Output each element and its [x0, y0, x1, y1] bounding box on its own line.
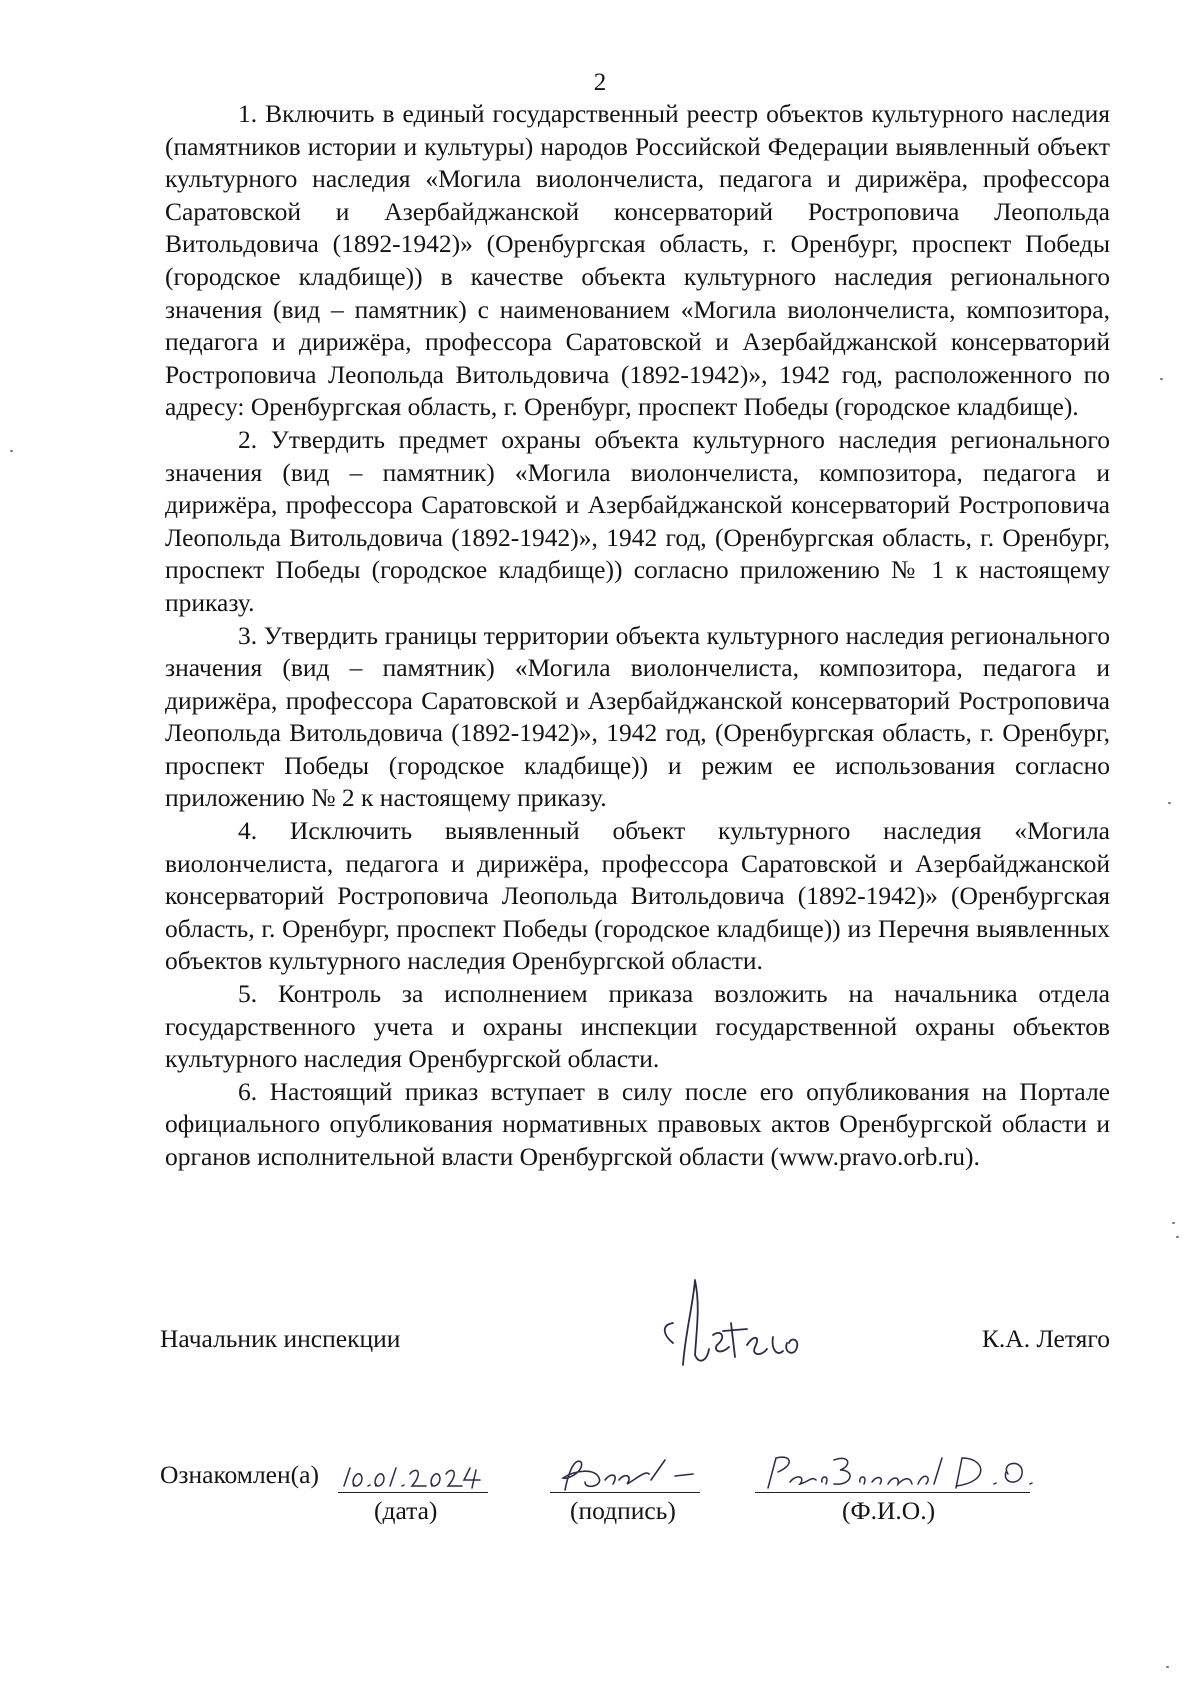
scan-speck [1176, 1236, 1179, 1238]
handwritten-date [340, 1462, 485, 1492]
signature-line [550, 1492, 700, 1493]
paragraph-3: 3. Утвердить границы территории объекта культурного наследия регионального значения (вид – памятник) «Могила виолончелиста, композитора, педагога и дирижёра, профессора Саратовской и Азербайджанской консерваторий Ростроповича Леопольда Витольдовича (1892-1942)», 1942 год, (Оренбургская область, г. Оренбург, проспект Победы (городское кладбище)) и режим ее использования согласно приложению № 2 к настоящему приказу. [165, 620, 1110, 813]
document-body [165, 98, 1110, 1174]
scan-speck [1172, 1222, 1175, 1224]
paragraph-4: 4. Исключить выявленный объект культурного наследия «Могила виолончелиста, педагога и дирижёра, профессора Саратовской и Азербайджанской консерваторий Ростроповича Леопольда Витольдовича (1892-1942)» (Оренбургская область, г. Оренбург, проспект Победы (городское кладбище)) из Перечня выявленных объектов культурного наследия Оренбургской области. [165, 816, 1110, 976]
acknowledgement-label: Ознакомлен(а) [160, 1460, 319, 1489]
paragraph-1: 1. Включить в единый государственный реестр объектов культурного наследия (памятников истории и культуры) народов Российской Федерации выявленный объект культурного наследия «Могила виолончелиста, педагога и дирижёра, профессора Саратовской и Азербайджанской консерваторий Ростроповича Леопольда Витольдовича (1892-1942)» (Оренбургская область, г. Оренбург, проспект Победы (городское кладбище)) в качестве объекта культурного наследия регионального значения (вид – памятник) с наименованием «Могила виолончелиста, композитора, педагога и дирижёра, профессора Саратовской и Азербайджанской консерваторий Ростроповича Леопольда Витольдовича (1892-1942)», 1942 год, расположенного по адресу: Оренбургская область, г. Оренбург, проспект Победы (городское кладбище). [165, 99, 1110, 422]
paragraph-6: 6. Настоящий приказ вступает в силу после его опубликования на Портале официального опубликования нормативных правовых актов Оренбургской области и органов исполнительной власти Оренбургской области (www.pravo.orb.ru). [165, 1076, 1110, 1171]
caption-signature: (подпись) [570, 1496, 676, 1525]
acknowledgement-block [160, 1440, 1110, 1530]
handwritten-signature [655, 1265, 835, 1375]
acknowledgement-signature [555, 1450, 705, 1495]
paragraph-2: 2. Утвердить предмет охраны объекта культурного наследия регионального значения (вид – памятник) «Могила виолончелиста, композитора, педагога и дирижёра, профессора Саратовской и Азербайджанской консерваторий Ростроповича Леопольда Витольдовича (1892-1942)», 1942 год, (Оренбургская область, г. Оренбург, проспект Победы (городское кладбище)) согласно приложению № 1 к настоящему приказу. [165, 424, 1110, 617]
scan-speck [10, 450, 13, 452]
handwritten-fio [760, 1448, 1050, 1493]
paragraph-5: 5. Контроль за исполнением приказа возложить на начальника отдела государственного учета и охраны инспекции государственной охраны объектов культурного наследия Оренбургской области. [165, 979, 1110, 1074]
scan-speck [1166, 1666, 1169, 1668]
scan-speck [1168, 802, 1171, 804]
signatory-position: Начальник инспекции [160, 1324, 401, 1353]
date-line [338, 1492, 488, 1493]
signature-block [160, 1310, 1110, 1390]
page-number: 2 [593, 69, 607, 96]
fio-line [755, 1492, 1030, 1493]
caption-date: (дата) [374, 1496, 438, 1525]
signatory-name: К.А. Летяго [981, 1324, 1110, 1353]
scan-speck [1160, 378, 1163, 380]
caption-fio: (Ф.И.О.) [842, 1496, 936, 1525]
